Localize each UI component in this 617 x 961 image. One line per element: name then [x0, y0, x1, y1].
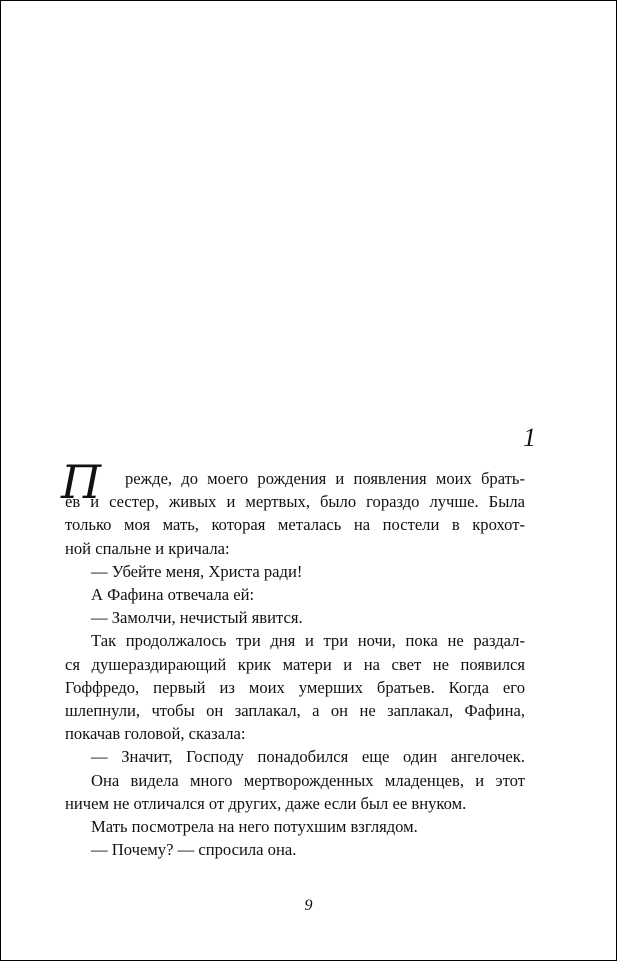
text-line: ной спальне и кричала:: [65, 538, 230, 558]
page-number: 9: [304, 897, 313, 914]
text-line: Так продолжалось три дня и три ночи, пока не раздал-: [91, 631, 525, 651]
dialogue-line: — Замолчи, нечистый явится.: [91, 608, 303, 628]
text-line: ся душераздирающий крик матери и на свет не появился: [65, 654, 525, 674]
text-line: А Фафина отвечала ей:: [91, 585, 255, 605]
text-line: Она видела много мертворожденных младенцев, и этот: [91, 770, 525, 790]
text-line: Гоффредо, первый из моих умерших братьев. Когда его: [65, 677, 525, 697]
text-line: только моя мать, которая металась на постели в крохот-: [65, 515, 525, 535]
text-line: ничем не отличался от других, даже если был ее внуком.: [65, 793, 467, 813]
dialogue-line: — Почему? — спросила она.: [91, 840, 297, 860]
drop-cap: П: [61, 455, 102, 509]
text-line: покачав головой, сказала:: [65, 724, 246, 744]
text-line: шлепнули, чтобы он заплакал, а он не заплакал, Фафина,: [65, 701, 525, 721]
text-line: режде, до моего рождения и появления моих брать-: [125, 469, 525, 488]
chapter-text: [61, 455, 525, 861]
dialogue-line: — Убейте меня, Христа ради!: [91, 561, 303, 581]
chapter-number: 1: [523, 423, 536, 452]
text-line: ев и сестер, живых и мертвых, было гораздо лучше. Была: [65, 492, 525, 512]
dialogue-line: — Значит, Господу понадобился еще один ангелочек.: [91, 747, 525, 767]
text-line: Мать посмотрела на него потухшим взглядом.: [91, 817, 418, 837]
